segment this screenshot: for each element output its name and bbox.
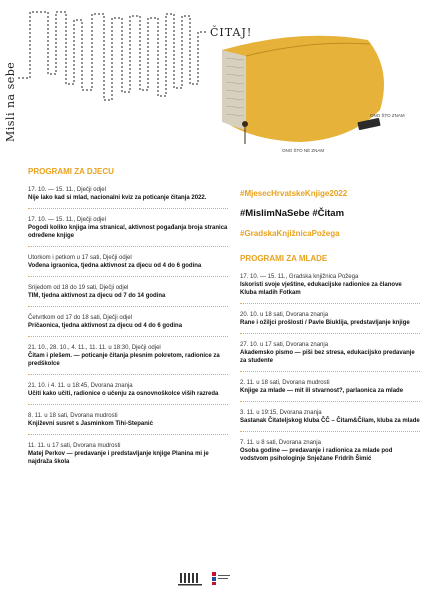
children-programs-title: PROGRAMI ZA DJECU xyxy=(28,167,114,176)
hashtag-main: #MislimNaSebe #Čitam xyxy=(240,208,345,219)
list-item: 8. 11. u 18 sati, Dvorana mudrosti Književni susret s Jasminkom Tihi-Stepanić xyxy=(28,412,228,435)
list-item: Srijedom od 18 do 19 sati, Dječji odjel TIM, tjedna aktivnost za djecu od 7 do 14 godina xyxy=(28,284,228,307)
children-programs xyxy=(28,168,228,473)
hashtag-month: #MjesecHrvatskeKnjige2022 xyxy=(240,189,348,198)
hashtag-library: #GradskaKnjižnicaPožega xyxy=(240,229,340,238)
youth-programs xyxy=(240,188,420,470)
list-item: 2. 11. u 18 sati, Dvorana mudrosti Knjige za mlade — mit ili stvarnost?, parlaonica za mlade xyxy=(240,379,420,402)
list-item: 7. 11. u 8 sati, Dvorana znanja Osoba godine — predavanje i radionica za mlade pod vodstvom psihologinje Snježane Fridrih Šimić xyxy=(240,440,393,462)
list-item: 3. 11. u 19:15, Dvorana znanja Sastanak Čitateljskog kluba ČČ – Čitam&Čilam, kluba za mlade xyxy=(240,409,420,432)
note-unknown: ONO ŠTO NE ZNAM xyxy=(282,148,325,153)
list-item: Četvrtkom od 17 do 18 sati, Dječji odjel Pričaonica, tjedna aktivnost za djecu od 4 do 6 godina xyxy=(28,314,228,337)
list-item: 11. 11. u 17 sati, Dvorana mudrosti Matej Perkov — predavanje i predstavljanje knjige Planina mi je najdraža škola xyxy=(28,443,209,465)
ministry-logo xyxy=(212,572,230,585)
list-item: 27. 10. u 17 sati, Dvorana znanja Akademsko pismo — piši bez stresa, edukacijsko predavanje za studente xyxy=(240,341,420,372)
list-item: 17. 10. — 15. 11., Dječji odjel Pogodi koliko knjiga ima stranica!, aktivnost pogađanja broja stranica određene knjige xyxy=(28,216,228,247)
list-item: 20. 10. u 18 sati, Dvorana znanja Rane i ožiljci prošlosti / Pavle Biuklija, predstavljanje knjige xyxy=(240,311,420,334)
list-item: Utorkom i petkom u 17 sati, Dječji odjel Vođena igraonica, tjedna aktivnost za djecu od 4 do 6 godina xyxy=(28,254,228,277)
list-item: 17. 10. — 15. 11., Dječji odjel Nije lako kad si mlad, nacionalni kviz za poticanje čitanja 2022. xyxy=(28,186,228,209)
list-item: 21. 10. i 4. 11. u 18:45, Dvorana znanja Učiti kako učiti, radionice o učenju za osnovnoškolce viših razreda xyxy=(28,382,228,405)
sponsor-logos xyxy=(178,569,238,594)
library-logo xyxy=(178,573,202,586)
list-item: 21. 10., 28. 10., 4. 11., 11. 11. u 18:30, Dječji odjel Čitam i plešem. — poticanje čitanja plesnim pokretom, radionice za predškolce xyxy=(28,344,228,375)
list-item: 17. 10. — 15. 11., Gradska knjižnica Požega Iskoristi svoje vještine, edukacijske radionice za članove Kluba mladih Fotkam xyxy=(240,273,420,304)
youth-programs-title: PROGRAMI ZA MLADE xyxy=(240,254,328,263)
illustration-svg xyxy=(0,0,424,160)
header-illustration xyxy=(0,0,424,160)
citaj-title: ČITAJ! xyxy=(210,26,253,39)
note-known: ONO ŠTO ZNAM xyxy=(370,113,405,118)
shelf-outline xyxy=(18,12,208,100)
logos-svg xyxy=(178,569,238,589)
vertical-title: Misli na sebe xyxy=(4,61,17,142)
